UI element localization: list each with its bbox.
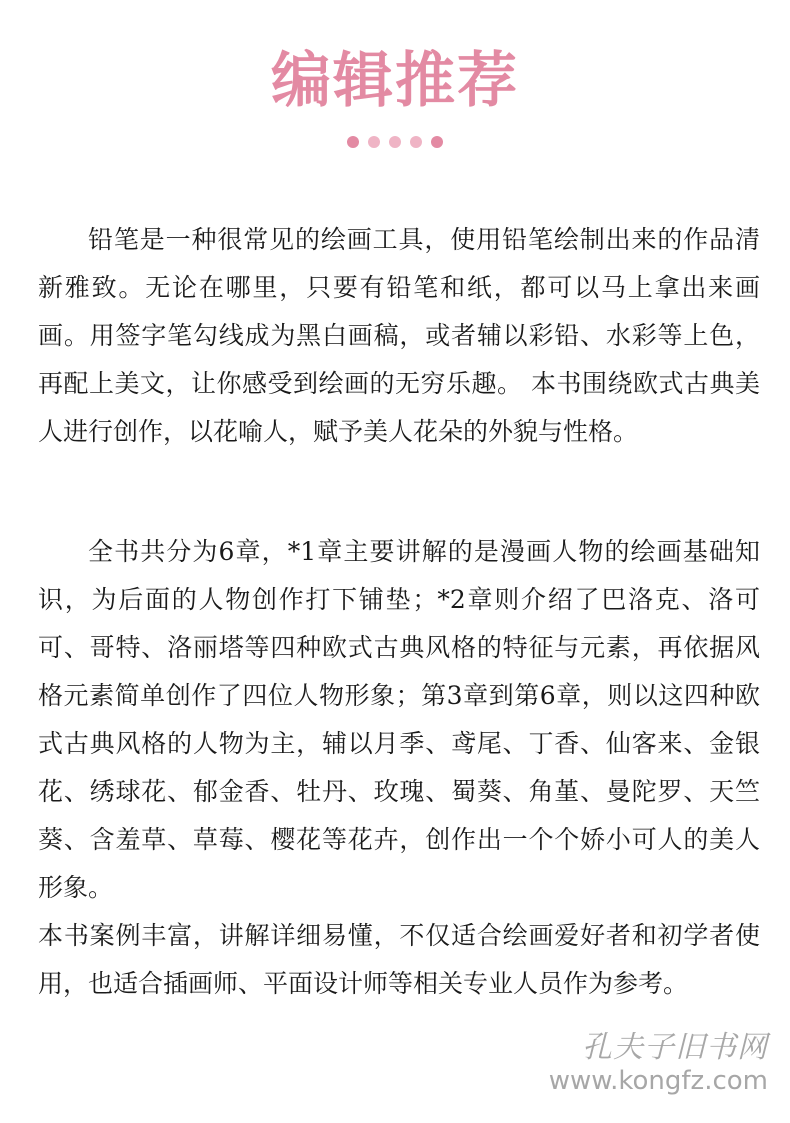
decoration-dot <box>368 136 380 148</box>
intro-paragraph: 铅笔是一种很常见的绘画工具，使用铅笔绘制出来的作品清新雅致。无论在哪里，只要有铅笔和纸，都可以马上拿出来画画。用签字笔勾线成为黑白画稿，或者辅以彩铅、水彩等上色，再配上美文，让你感受到绘画的无穷乐趣。 本书围绕欧式古典美人进行创作，以花喻人，赋予美人花朵的外貌与性格。 <box>38 225 760 446</box>
page-title: 编辑推荐 <box>271 46 519 116</box>
watermark-name: 孔夫子旧书网 <box>582 1030 768 1065</box>
contents-paragraph-block <box>38 528 760 1008</box>
decoration-dot <box>410 136 422 148</box>
contents-paragraph: 全书共分为6章，*1章主要讲解的是漫画人物的绘画基础知识，为后面的人物创作打下铺垫；*2章则介绍了巴洛克、洛可可、哥特、洛丽塔等四种欧式古典风格的特征与元素，再依据风格元素简单创作了四位人物形象；第3章到第6章，则以这四种欧式古典风格的人物为主，辅以月季、鸢尾、丁香、仙客来、金银花、绣球花、郁金香、牡丹、玫瑰、蜀葵、角堇、曼陀罗、天竺葵、含羞草、草莓、樱花等花卉，创作出一个个娇小可人的美人形象。 <box>38 537 760 902</box>
audience-paragraph: 本书案例丰富，讲解详细易懂，不仅适合绘画爱好者和初学者使用，也适合插画师、平面设计师等相关专业人员作为参考。 <box>38 921 760 998</box>
intro-paragraph-block <box>38 216 760 456</box>
decoration-dot <box>347 136 359 148</box>
decoration-dot <box>389 136 401 148</box>
title-decoration-dots <box>0 136 790 148</box>
decoration-dot <box>431 136 443 148</box>
watermark <box>549 1030 768 1096</box>
watermark-url: www.kongfz.com <box>548 1066 768 1096</box>
